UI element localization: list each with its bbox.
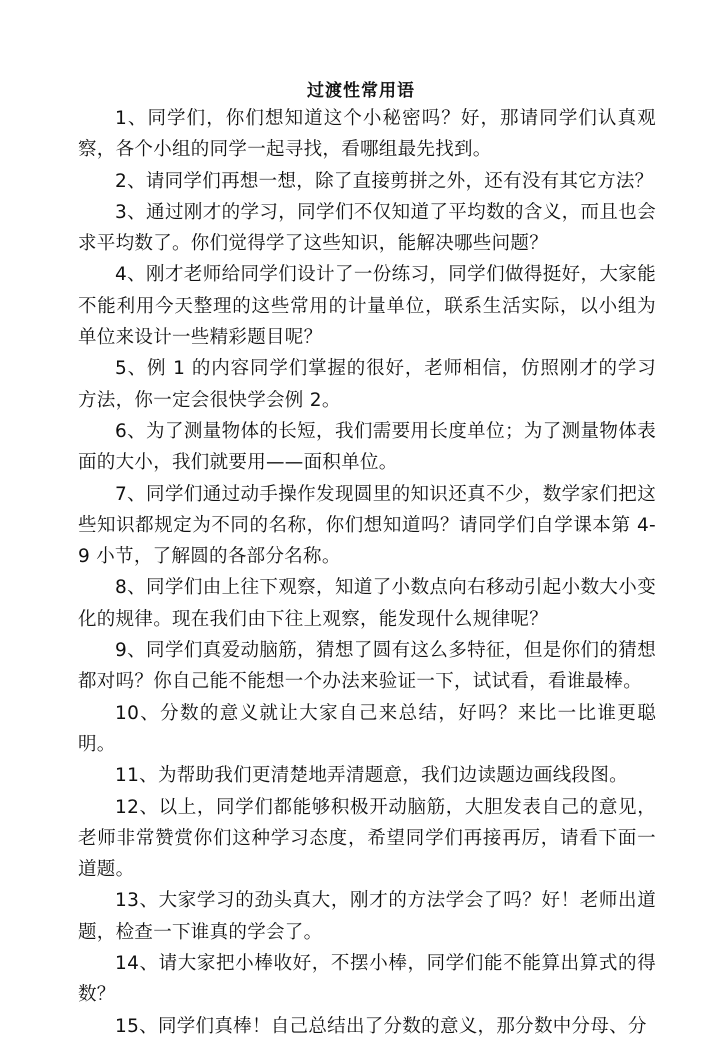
paragraph-6: 6、为了测量物体的长短，我们需要用长度单位；为了测量物体表面的大小，我们就要用——面积单位。 [78,420,656,474]
paragraph-13: 13、大家学习的劲头真大，刚才的方法学会了吗？好！老师出道题，检查一下谁真的学会了。 [78,890,656,943]
page-title: 过渡性常用语 [307,81,415,101]
paragraph-1: 1、同学们，你们想知道这个小秘密吗？好，那请同学们认真观察，各个小组的同学一起寻找，看哪组最先找到。 [78,108,656,161]
paragraph-11: 11、为帮助我们更清楚地弄清题意，我们边读题边画线段图。 [115,765,628,787]
paragraph-3: 3、通过刚才的学习，同学们不仅知道了平均数的含义，而且也会求平均数了。你们觉得学了这些知识，能解决哪些问题？ [78,201,656,255]
paragraph-7: 7、同学们通过动手操作发现圆里的知识还真不少，数学家们把这些知识都规定为不同的名称，你们想知道吗？请同学们自学课本第 4-9 小节，了解圆的各部分名称。 [78,483,656,568]
paragraph-8: 8、同学们由上往下观察，知道了小数点向右移动引起小数大小变化的规律。现在我们由下往上观察，能发现什么规律呢？ [78,577,656,630]
paragraph-5: 5、例 1 的内容同学们掌握的很好，老师相信，仿照刚才的学习方法，你一定会很快学会例 2。 [78,358,656,411]
paragraph-2: 2、请同学们再想一想，除了直接剪拼之外，还有没有其它方法？ [115,170,654,192]
paragraph-10: 10、分数的意义就让大家自己来总结，好吗？来比一比谁更聪明。 [78,702,656,755]
paragraph-9: 9、同学们真爱动脑筋，猜想了圆有这么多特征，但是你们的猜想都对吗？你自己能不能想一个办法来验证一下，试试看，看谁最棒。 [78,640,656,693]
paragraph-15: 15、同学们真棒！自己总结出了分数的意义，那分数中分母、分 [115,1015,647,1037]
paragraph-12: 12、以上，同学们都能够积极开动脑筋，大胆发表自己的意见，老师非常赞赏你们这种学习态度，希望同学们再接再厉，请看下面一道题。 [78,796,656,881]
document-body [78,103,656,1042]
paragraph-4: 4、刚才老师给同学们设计了一份练习，同学们做得挺好，大家能不能利用今天整理的这些常用的计量单位，联系生活实际，以小组为单位来设计一些精彩题目呢？ [78,264,656,349]
paragraph-14: 14、请大家把小棒收好，不摆小棒，同学们能不能算出算式的得数？ [78,953,656,1006]
